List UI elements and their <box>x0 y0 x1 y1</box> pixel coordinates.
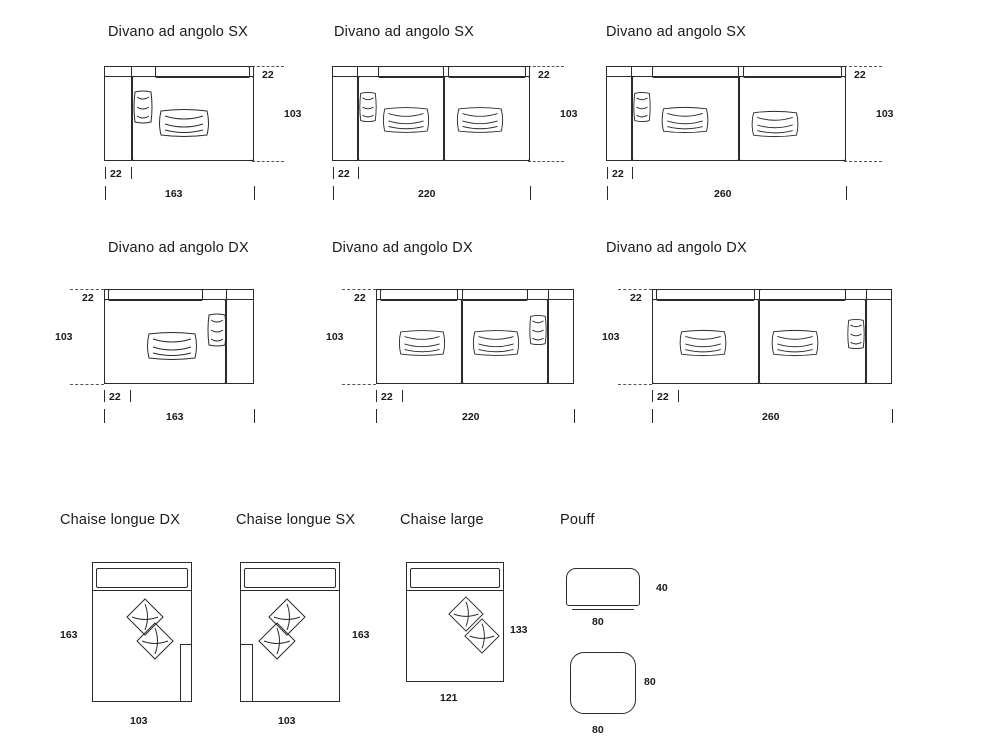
dim-tick-width-left <box>105 186 106 200</box>
arm-pillow-icon <box>206 313 228 347</box>
dim-width: 103 <box>278 715 296 727</box>
module-divano-angolo-dx-163 <box>50 240 300 430</box>
dim-width: 260 <box>714 188 732 200</box>
dim-tick-right-22 <box>402 390 403 402</box>
dim-depth: 103 <box>602 331 620 343</box>
dim-tick-width-right <box>254 409 255 423</box>
dim-arm-bottom: 22 <box>110 168 122 180</box>
back-pillow-left <box>652 66 739 78</box>
dim-arm-bottom: 22 <box>109 391 121 403</box>
dim-depth: 103 <box>284 108 302 120</box>
dim-pouff-top-width: 80 <box>592 724 604 736</box>
seat-pillow-icon-left <box>660 106 710 134</box>
dim-tick-width-right <box>846 186 847 200</box>
armrest-right <box>226 289 254 384</box>
dim-tick-left-22 <box>607 167 608 179</box>
seat-front-line <box>180 644 192 645</box>
dim-depth: 103 <box>560 108 578 120</box>
dim-ext-line-bottom <box>844 161 882 162</box>
dim-arm-top: 22 <box>262 69 274 81</box>
dim-tick-right-22 <box>131 167 132 179</box>
dim-arm-bottom: 22 <box>612 168 624 180</box>
dim-ext-line-bottom <box>618 384 652 385</box>
module-divano-angolo-sx-163 <box>100 24 300 204</box>
dim-arm-bottom: 22 <box>381 391 393 403</box>
dim-arm-bottom: 22 <box>657 391 669 403</box>
dim-tick-right-22 <box>678 390 679 402</box>
arm-pillow-icon <box>358 90 378 124</box>
module-divano-angolo-dx-220 <box>320 240 580 430</box>
dim-depth: 103 <box>326 331 344 343</box>
dim-pouff-side-width: 80 <box>592 616 604 628</box>
dim-ext-line-top <box>342 289 376 290</box>
dim-width: 260 <box>762 411 780 423</box>
seat-pillow-icon <box>158 108 210 138</box>
seat-pillow-icon-right <box>472 329 520 357</box>
dim-ext-line-top <box>252 66 284 67</box>
back-pillow <box>108 289 203 301</box>
dim-tick-width-right <box>892 409 893 423</box>
back-pillow-left <box>656 289 755 301</box>
dim-arm-top: 22 <box>538 69 550 81</box>
back-pillow <box>155 66 250 78</box>
dim-tick-width-left <box>607 186 608 200</box>
module-title: Chaise longue DX <box>60 512 181 528</box>
back-pillow <box>244 568 336 588</box>
diamond-pillow-bottom-icon <box>136 622 174 660</box>
dim-tick-right-22 <box>358 167 359 179</box>
module-title: Divano ad angolo SX <box>606 24 747 40</box>
dim-width: 103 <box>130 715 148 727</box>
dim-ext-line-top <box>618 289 652 290</box>
dim-ext-line-bottom <box>342 384 376 385</box>
armrest-left <box>606 66 632 161</box>
module-chaise-large <box>400 512 580 712</box>
back-pillow-right <box>743 66 842 78</box>
dim-ext-line-top <box>844 66 882 67</box>
dim-ext-line-bottom <box>70 384 104 385</box>
back-pillow-left <box>380 289 458 301</box>
dim-width: 163 <box>165 188 183 200</box>
seat-pillow-icon-right <box>750 110 800 138</box>
arm-pillow-icon <box>132 90 154 124</box>
armrest-left <box>104 66 132 161</box>
backrest-line <box>406 590 504 591</box>
diamond-pillow-bottom-icon <box>258 622 296 660</box>
module-title: Divano ad angolo SX <box>108 24 249 40</box>
module-chaise-longue-dx <box>60 512 240 732</box>
dim-tick-width-left <box>652 409 653 423</box>
seat-divider-line <box>252 644 253 702</box>
dim-tick-left-22 <box>105 167 106 179</box>
backrest-line <box>92 590 192 591</box>
back-pillow-right <box>448 66 526 78</box>
module-title: Divano ad angolo SX <box>334 24 475 40</box>
module-divano-angolo-dx-260 <box>596 240 896 430</box>
seat-front-line <box>240 644 252 645</box>
dim-ext-line-top <box>70 289 104 290</box>
back-pillow-right <box>462 289 528 301</box>
back-pillow-right <box>759 289 846 301</box>
armrest-right <box>866 289 892 384</box>
dim-arm-top: 22 <box>854 69 866 81</box>
seat-pillow-icon <box>146 331 198 361</box>
diamond-pillow-bottom-icon <box>464 618 500 654</box>
back-pillow-left <box>378 66 444 78</box>
module-title: Divano ad angolo DX <box>332 240 473 256</box>
dim-arm-bottom: 22 <box>338 168 350 180</box>
dim-width: 220 <box>418 188 436 200</box>
arm-pillow-icon <box>528 313 548 347</box>
dim-tick-left-22 <box>104 390 105 402</box>
dim-arm-top: 22 <box>630 292 642 304</box>
armrest-right <box>548 289 574 384</box>
dim-depth: 163 <box>60 629 78 641</box>
module-chaise-longue-sx <box>232 512 412 732</box>
seat-pillow-icon-left <box>398 329 446 357</box>
dim-tick-width-right <box>530 186 531 200</box>
dim-tick-width-right <box>254 186 255 200</box>
pouff-side-base-line <box>572 609 634 610</box>
dim-arm-top: 22 <box>82 292 94 304</box>
dim-tick-left-22 <box>333 167 334 179</box>
dim-tick-right-22 <box>632 167 633 179</box>
pouff-top-view <box>570 652 636 714</box>
backrest-line <box>240 590 340 591</box>
seat-pillow-icon-right <box>456 106 504 134</box>
pouff-side-view <box>566 568 640 606</box>
seat-pillow-icon-left <box>678 329 728 357</box>
dim-depth: 103 <box>55 331 73 343</box>
dim-tick-left-22 <box>652 390 653 402</box>
module-title: Divano ad angolo DX <box>606 240 747 256</box>
dim-width: 121 <box>440 692 458 704</box>
dim-tick-width-left <box>333 186 334 200</box>
dim-depth: 163 <box>352 629 370 641</box>
dim-depth: 103 <box>876 108 894 120</box>
module-divano-angolo-sx-220 <box>328 24 578 204</box>
module-title: Divano ad angolo DX <box>108 240 249 256</box>
dim-depth: 133 <box>510 624 528 636</box>
back-pillow <box>410 568 500 588</box>
seat-divider-line <box>180 644 181 702</box>
dim-tick-left-22 <box>376 390 377 402</box>
dim-tick-right-22 <box>130 390 131 402</box>
module-title: Chaise large <box>400 512 484 528</box>
arm-pillow-icon <box>846 317 866 351</box>
armrest-left <box>332 66 358 161</box>
back-pillow <box>96 568 188 588</box>
dim-tick-width-left <box>376 409 377 423</box>
dim-tick-width-right <box>574 409 575 423</box>
module-title: Chaise longue SX <box>236 512 356 528</box>
dim-pouff-top-depth: 80 <box>644 676 656 688</box>
dim-tick-width-left <box>104 409 105 423</box>
seat-pillow-icon-right <box>770 329 820 357</box>
dim-ext-line-top <box>528 66 564 67</box>
dim-width: 163 <box>166 411 184 423</box>
dim-arm-top: 22 <box>354 292 366 304</box>
module-pouff <box>560 512 760 736</box>
dim-width: 220 <box>462 411 480 423</box>
dim-ext-line-bottom <box>528 161 564 162</box>
seat-pillow-icon-left <box>382 106 430 134</box>
dim-pouff-side-height: 40 <box>656 582 668 594</box>
arm-pillow-icon <box>632 90 652 124</box>
module-divano-angolo-sx-260 <box>602 24 892 204</box>
module-title: Pouff <box>560 512 595 528</box>
dim-ext-line-bottom <box>252 161 284 162</box>
